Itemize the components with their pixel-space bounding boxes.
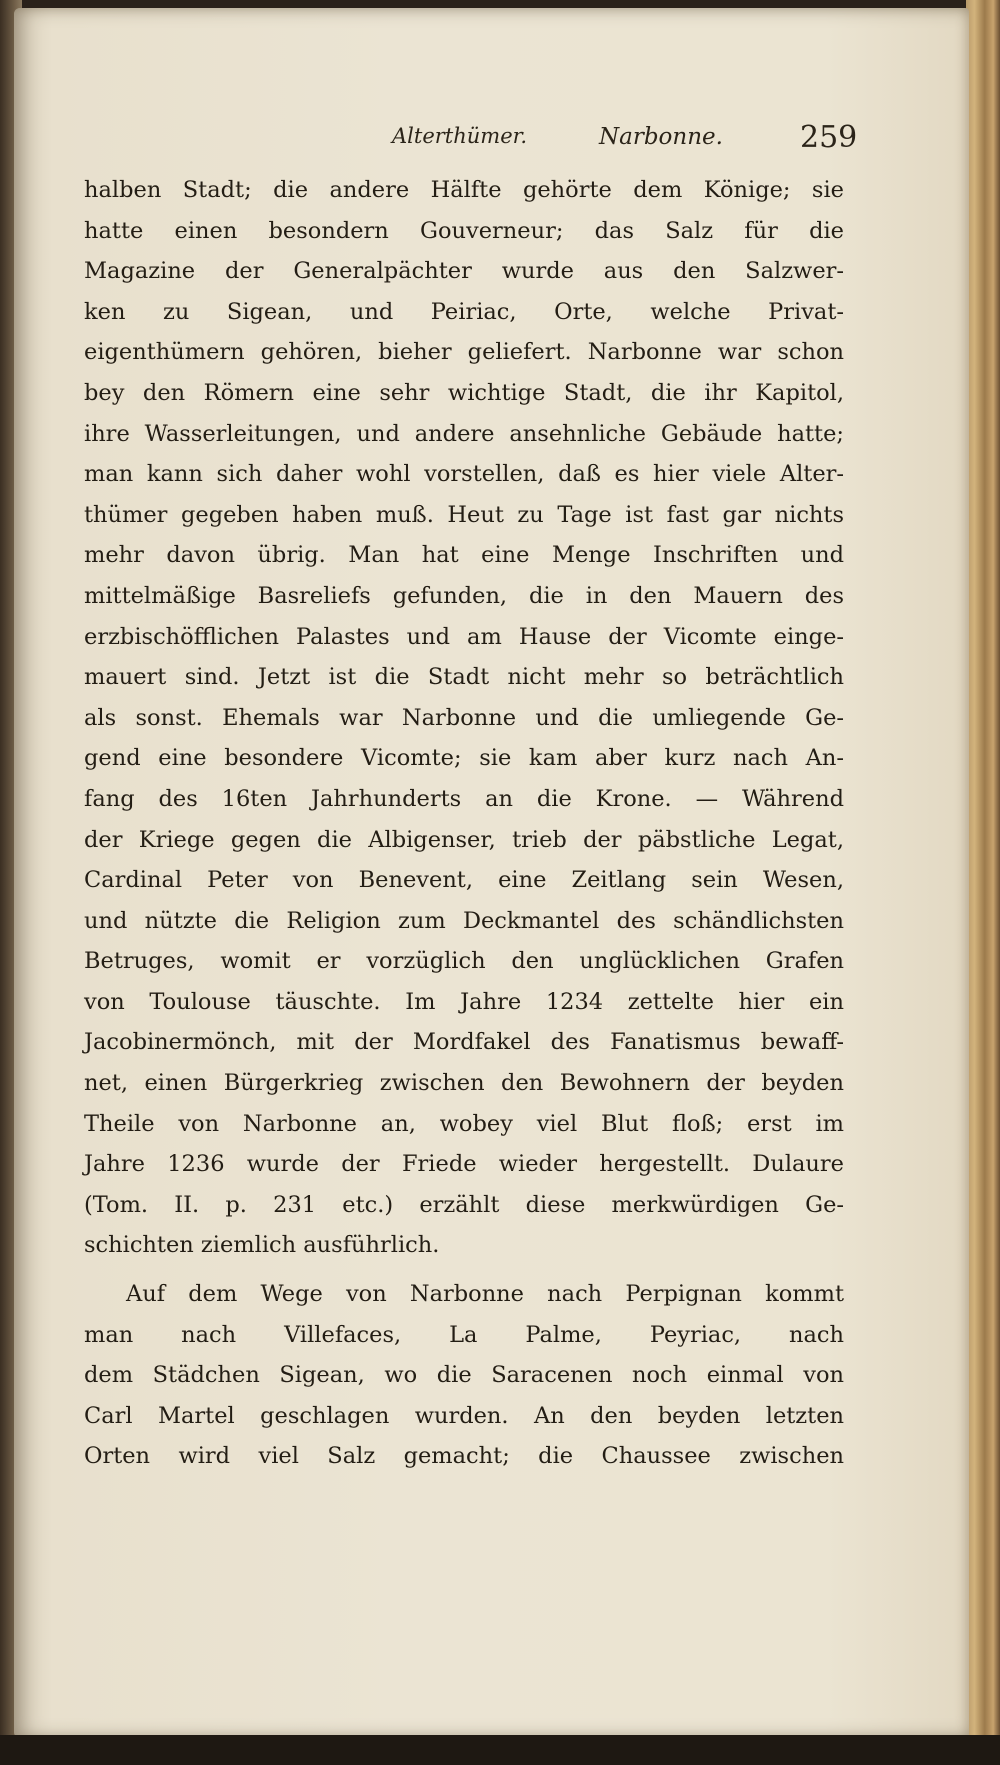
text-line: und nützte die Religion zum Deckmantel des schändlichsten [84,907,844,934]
text-line: eigenthümern gehören, bieher geliefert. Narbonne war schon [84,339,844,366]
text-line: erzbischöfflichen Palastes und am Hause der Vicomte einge- [84,623,844,650]
text-line: Orten wird viel Salz gemacht; die Chaussee zwischen [84,1443,844,1470]
text-line: ken zu Sigean, und Peiriac, Orte, welche Privat- [84,298,844,325]
text-line: ihre Wasserleitungen, und andere ansehnliche Gebäude hatte; [84,420,844,447]
text-line: Cardinal Peter von Benevent, eine Zeitlang sein Wesen, [84,867,844,894]
text-line: net, einen Bürgerkrieg zwischen den Bewohnern der beyden [84,1070,844,1097]
text-line: fang des 16ten Jahrhunderts an die Krone. — Während [84,785,844,812]
text-line: Jahre 1236 wurde der Friede wieder hergestellt. Dulaure [84,1151,844,1178]
running-head-place: Narbonne. [599,124,723,150]
text-line: dem Städchen Sigean, wo die Saracenen noch einmal von [84,1362,844,1389]
text-line: Carl Martel geschlagen wurden. An den beyden letzten [84,1402,844,1429]
page-header [14,120,969,160]
page-shadow-bottom [0,1735,1000,1765]
text-line: der Kriege gegen die Albigenser, trieb der päbstliche Legat, [84,826,844,853]
text-line: Betruges, womit er vorzüglich den unglücklichen Grafen [84,948,844,975]
text-line: von Toulouse täuschte. Im Jahre 1234 zettelte hier ein [84,988,844,1015]
text-line: halben Stadt; die andere Hälfte gehörte dem Könige; sie [84,177,844,203]
text-line: als sonst. Ehemals war Narbonne und die umliegende Ge- [84,704,844,731]
book-edge-right [966,0,1000,1765]
paragraph-2 [84,1274,844,1477]
text-line: Auf dem Wege von Narbonne nach Perpignan kommt [126,1281,844,1308]
text-line: thümer gegeben haben muß. Heut zu Tage ist fast gar nichts [84,501,844,528]
text-line: hatte einen besondern Gouverneur; das Salz für die [84,217,844,244]
paragraph-1 [84,170,844,1266]
text-line: man nach Villefaces, La Palme, Peyriac, nach [84,1321,844,1348]
page-number: 259 [800,120,858,155]
text-line: (Tom. II. p. 231 etc.) erzählt diese merkwürdigen Ge- [84,1191,844,1218]
text-line: bey den Römern eine sehr wichtige Stadt, die ihr Kapitol, [84,379,844,406]
book-page [14,8,969,1738]
paragraph-spacer [84,1266,844,1274]
running-head-section: Alterthümer. [392,124,528,148]
text-line: schichten ziemlich ausführlich. [84,1232,440,1259]
text-line: Theile von Narbonne an, wobey viel Blut floß; erst im [84,1110,844,1137]
text-line: mehr davon übrig. Man hat eine Menge Inschriften und [84,542,844,569]
page-body [84,170,844,1477]
text-line: mittelmäßige Basreliefs gefunden, die in den Mauern des [84,582,844,609]
text-line: Magazine der Generalpächter wurde aus den Salzwer- [84,258,844,285]
text-line: man kann sich daher wohl vorstellen, daß es hier viele Alter- [84,461,844,488]
text-line: Jacobinermönch, mit der Mordfakel des Fanatismus bewaff- [84,1029,844,1056]
text-line: gend eine besondere Vicomte; sie kam aber kurz nach An- [84,745,844,772]
text-line: mauert sind. Jetzt ist die Stadt nicht mehr so beträchtlich [84,664,844,691]
